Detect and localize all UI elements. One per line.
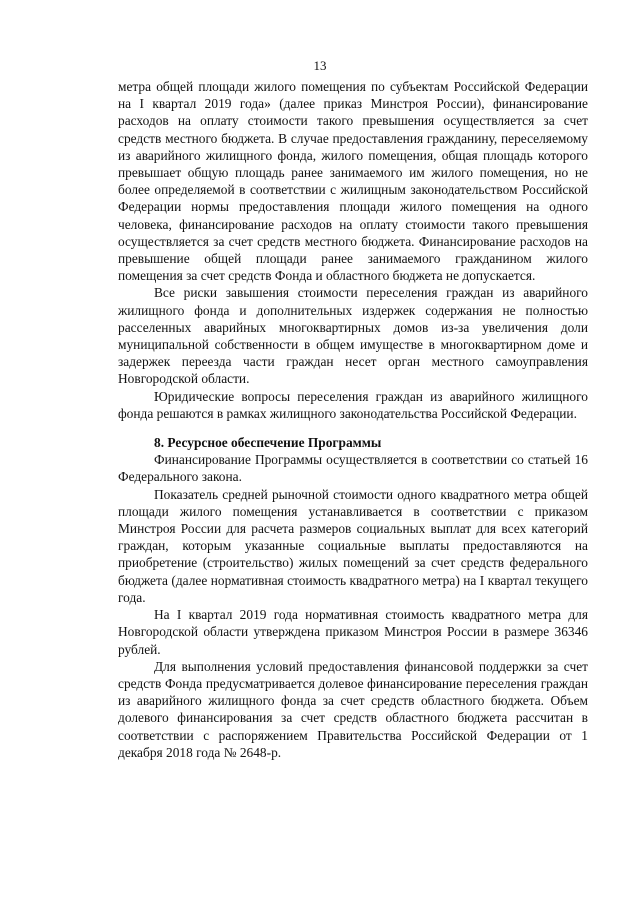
paragraph-financing: Финансирование Программы осуществляется в соответствии со статьей 16 Федерального закона. xyxy=(118,452,588,485)
section-heading: 8. Ресурсное обеспечение Программы xyxy=(154,435,382,451)
paragraph-risks: Все риски завышения стоимости переселения граждан из аварийного жилищного фонда и дополнительных издержек содержания не полностью расселенных аварийных многоквартирных домов из-за увеличения доли муниципальной собственности в общем имуществе в многоквартирном доме и задержек переезда части граждан несет орган местного самоуправления Новгородской области. xyxy=(118,285,588,387)
paragraph-cofinancing: Для выполнения условий предоставления финансовой поддержки за счет средств Фонда предусматривается долевое финансирование переселения граждан из аварийного жилищного фонда за счет средств областного бюджета. Объем долевого финансирования за счет средств областного бюджета рассчитан в соответствии с распоряжением Правительства Российской Федерации от 1 декабря 2018 года № 2648-р. xyxy=(118,658,588,760)
paragraph-cost-indicator: Показатель средней рыночной стоимости одного квадратного метра общей площади жилого помещения устанавливается в соответствии с приказом Минстроя России для расчета размеров социальных выплат для всех категорий граждан, которым указанные социальные выплаты предоставляются на приобретение (строительство) жилых помещений за счет средств федерального бюджета (далее нормативная стоимость квадратного метра) на I квартал текущего года. xyxy=(118,486,588,605)
paragraph-normative-cost: На I квартал 2019 года нормативная стоимость квадратного метра для Новгородской области утверждена приказом Минстроя России в размере 36346 рублей. xyxy=(118,607,588,657)
paragraph-legal: Юридические вопросы переселения граждан из аварийного жилищного фонда решаются в рамках жилищного законодательства Российской Федерации. xyxy=(118,388,588,421)
paragraph-continuation: метра общей площади жилого помещения по субъектам Российской Федерации на I квартал 2019 года» (далее приказ Минстроя России), финансирование расходов на оплату стоимости такого превышения осуществляется за счет средств местного бюджета. В случае предоставления гражданину, переселяемому из аварийного жилищного фонда, жилого помещения, общая площадь которого превышает общую площадь ранее занимаемого им жилого помещения, но не более определяемой в соответствии с жилищным законодательством Российской Федерации нормы предоставления площади жилого помещения на одного человека, финансирование расходов на оплату стоимости такого превышения осуществляется за счет средств местного бюджета. Финансирование расходов на превышение общей площади ранее занимаемого гражданином жилого помещения за счет средств Фонда и областного бюджета не допускается. xyxy=(118,79,588,284)
page-content xyxy=(118,78,588,761)
page-number: 13 xyxy=(313,58,327,73)
